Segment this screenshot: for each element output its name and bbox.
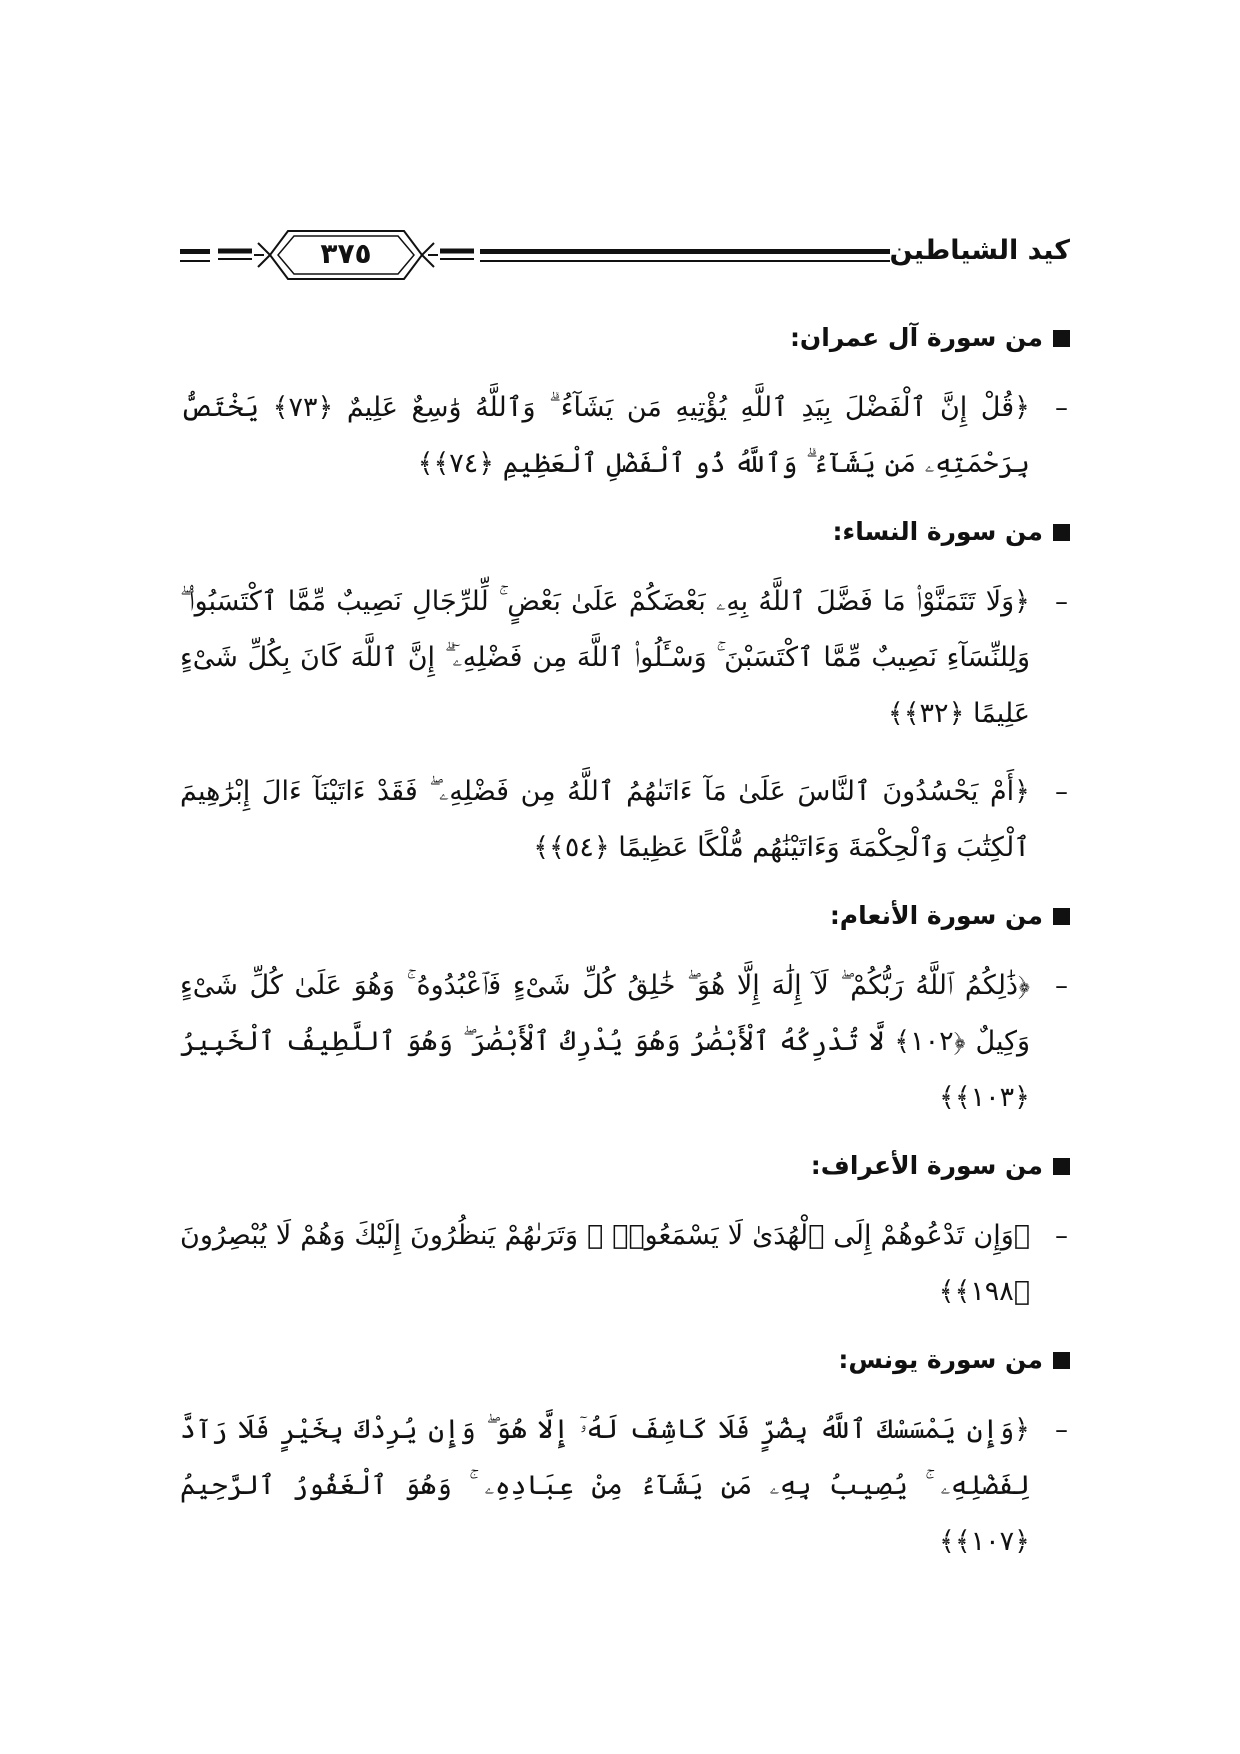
section-heading-text: من سورة النساء: <box>832 517 1043 546</box>
section-heading-text: من سورة يونس: <box>838 1345 1043 1374</box>
verse-item <box>180 574 1070 742</box>
header-rule <box>480 249 890 262</box>
dash-bullet-icon: – <box>1055 971 1068 1001</box>
page-number-frame <box>218 225 474 285</box>
quran-verse: ﴿وَلَا تَتَمَنَّوْا۟ مَا فَضَّلَ ٱللَّهُ بِهِۦ بَعْضَكُمْ عَلَىٰ بَعْضٍ ۚ لِّلرِّجَالِ نَصِيبٌ مِّمَّا ٱكْتَسَبُوا۟ ۖ وَلِلنِّسَآءِ نَصِيبٌ مِّمَّا ٱكْتَسَبْنَ ۚ وَسْـَٔلُوا۟ ٱللَّهَ مِن فَضْلِهِۦٓ ۗ إِنَّ ٱللَّهَ كَانَ بِكُلِّ شَىْءٍ عَلِيمًا ﴿٣٢﴾﴾ <box>180 586 1030 729</box>
section-al-imran <box>180 320 1070 492</box>
header-rule-short <box>180 249 210 262</box>
dash-bullet-icon: – <box>1055 1221 1068 1251</box>
quran-verse: ﴿وَإِن تَدْعُوهُمْ إِلَى ٱلْهُدَىٰ لَا يَسْمَعُوا۟ ۖ وَتَرَىٰهُمْ يَنظُرُونَ إِلَيْكَ وَهُمْ لَا يُبْصِرُونَ ﴿١٩٨﴾﴾ <box>180 1220 1030 1307</box>
square-bullet-icon <box>1053 908 1070 925</box>
verse-item <box>180 1402 1070 1570</box>
section-heading-text: من سورة آل عمران: <box>789 323 1043 352</box>
section-al-araf <box>180 1148 1070 1320</box>
section-heading-text: من سورة الأنعام: <box>829 901 1043 930</box>
section-heading <box>180 320 1070 356</box>
quran-verse: ﴿أَمْ يَحْسُدُونَ ٱلنَّاسَ عَلَىٰ مَآ ءَاتَىٰهُمُ ٱللَّهُ مِن فَضْلِهِۦ ۖ فَقَدْ ءَاتَيْنَآ ءَالَ إِبْرَٰهِيمَ ٱلْكِتَٰبَ وَٱلْحِكْمَةَ وَءَاتَيْنَٰهُم مُّلْكًا عَظِيمًا ﴿٥٤﴾﴾ <box>180 776 1030 863</box>
section-heading-text: من سورة الأعراف: <box>810 1151 1043 1180</box>
section-al-anam <box>180 898 1070 1126</box>
quran-verse: ﴿ذَٰلِكُمُ ٱللَّهُ رَبُّكُمْ ۖ لَآ إِلَٰهَ إِلَّا هُوَ ۖ خَٰلِقُ كُلِّ شَىْءٍ فَٱعْبُدُوهُ ۚ وَهُوَ عَلَىٰ كُلِّ شَىْءٍ وَكِيلٌ ﴿١٠٢﴾ لَّا تُدْرِكُهُ ٱلْأَبْصَٰرُ وَهُوَ يُدْرِكُ ٱلْأَبْصَٰرَ ۖ وَهُوَ ٱللَّطِيفُ ٱلْخَبِيرُ ﴿١٠٣﴾﴾ <box>180 970 1030 1113</box>
square-bullet-icon <box>1053 1158 1070 1175</box>
square-bullet-icon <box>1053 1352 1070 1369</box>
page-content <box>180 320 1070 1592</box>
section-an-nisa <box>180 514 1070 876</box>
verse-item <box>180 1208 1070 1320</box>
square-bullet-icon <box>1053 524 1070 541</box>
page-number: ٣٧٥ <box>320 237 372 270</box>
dash-bullet-icon: – <box>1055 777 1068 807</box>
quran-verse: ﴿وَإِن يَمْسَسْكَ ٱللَّهُ بِضُرٍّ فَلَا كَاشِفَ لَهُۥٓ إِلَّا هُوَ ۖ وَإِن يُرِدْكَ بِخَيْرٍ فَلَا رَآدَّ لِفَضْلِهِۦ ۚ يُصِيبُ بِهِۦ مَن يَشَآءُ مِنْ عِبَادِهِۦ ۚ وَهُوَ ٱلْغَفُورُ ٱلرَّحِيمُ ﴿١٠٧﴾﴾ <box>180 1414 1030 1557</box>
verse-item <box>180 958 1070 1126</box>
dash-bullet-icon: – <box>1055 393 1068 423</box>
dash-bullet-icon: – <box>1055 587 1068 617</box>
page-header <box>180 225 1070 285</box>
verse-item <box>180 764 1070 876</box>
section-heading <box>180 898 1070 934</box>
section-yunus <box>180 1342 1070 1570</box>
square-bullet-icon <box>1053 330 1070 347</box>
verse-item <box>180 380 1070 492</box>
quran-verse: ﴿قُلْ إِنَّ ٱلْفَضْلَ بِيَدِ ٱللَّهِ يُؤْتِيهِ مَن يَشَآءُ ۗ وَٱللَّهُ وَٰسِعٌ عَلِيمٌ ﴿٧٣﴾ يَخْتَصُّ بِرَحْمَتِهِۦ مَن يَشَآءُ ۗ وَٱللَّهُ ذُو ٱلْفَضْلِ ٱلْعَظِيمِ ﴿٧٤﴾﴾ <box>180 392 1030 479</box>
section-heading <box>180 1148 1070 1184</box>
running-title: كيد الشياطين <box>889 235 1070 266</box>
section-heading <box>180 1342 1070 1378</box>
section-heading <box>180 514 1070 550</box>
dash-bullet-icon: – <box>1055 1415 1068 1445</box>
